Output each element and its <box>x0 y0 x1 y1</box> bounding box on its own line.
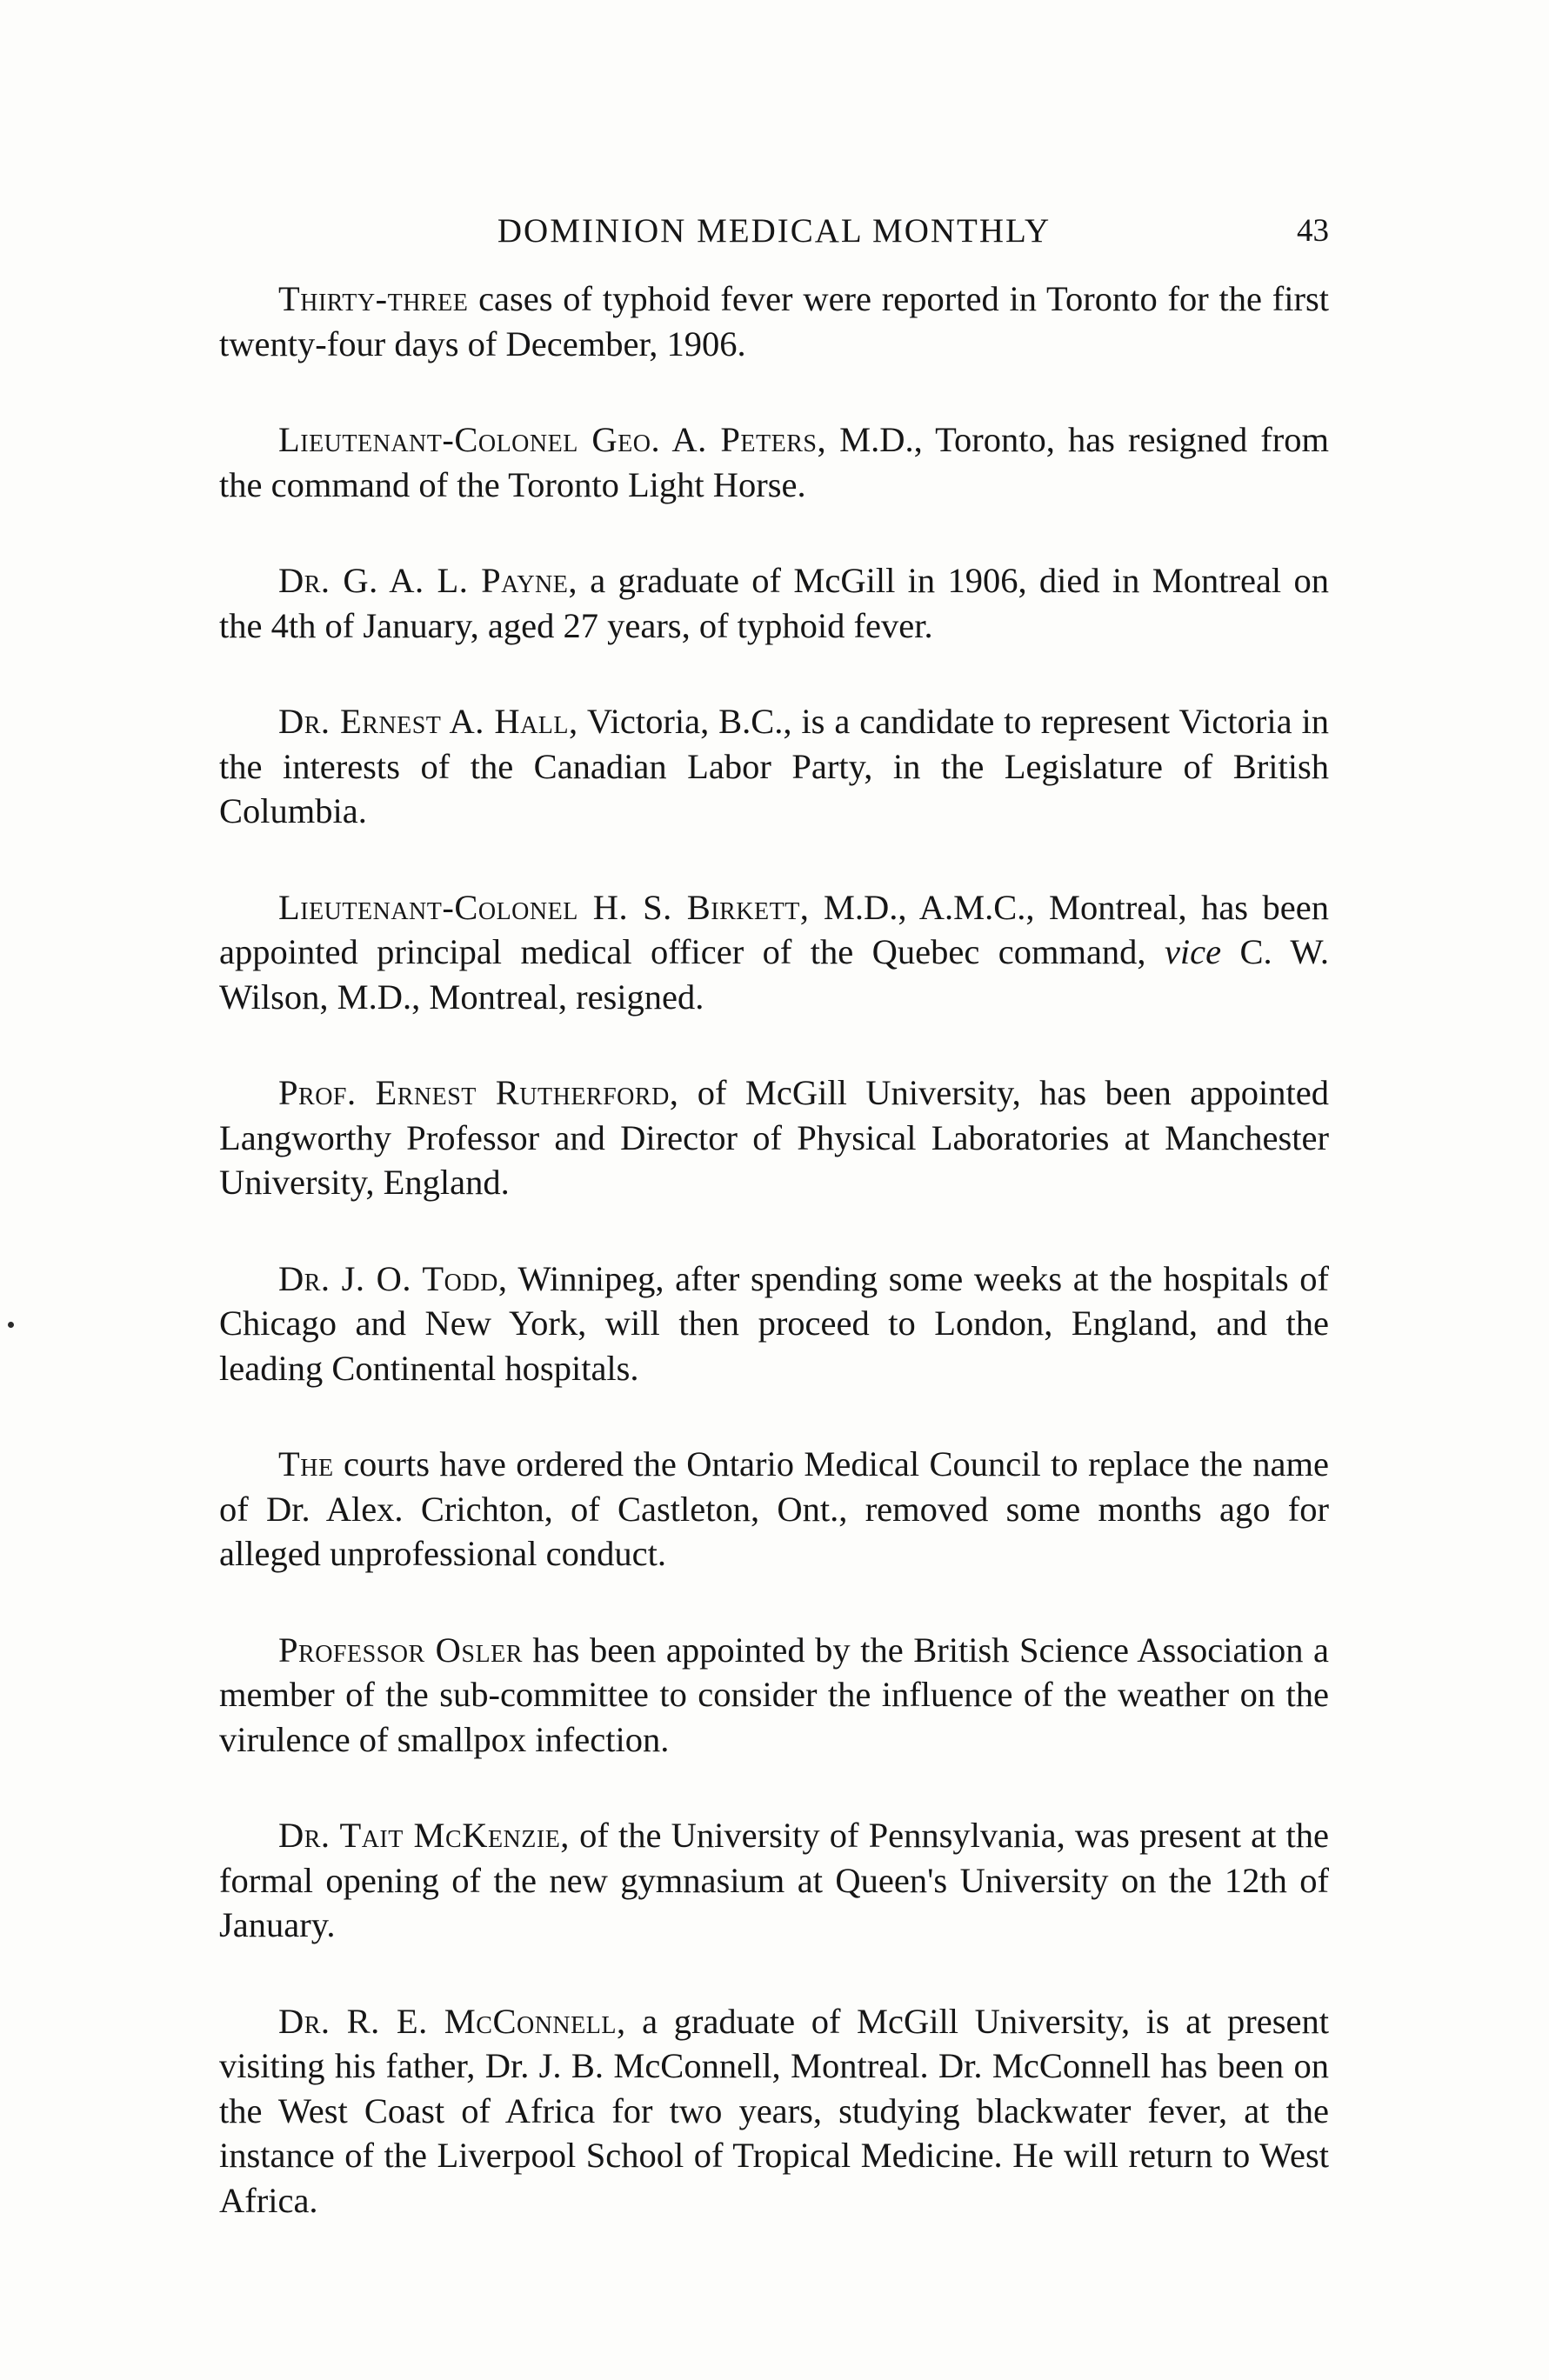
item-italic: vice <box>1164 932 1222 971</box>
item-text: cases of typhoid fever were reported in Toronto for the first twenty-four days of December, 1906. <box>219 279 1329 363</box>
page-number: 43 <box>1297 213 1329 249</box>
news-item-rutherford <box>219 1070 1329 1205</box>
item-text: M.D., A.M.C., Montreal, has been appointed principal medical officer of the Quebec command, <box>219 887 1329 971</box>
news-item-hall <box>219 699 1329 834</box>
news-item-osler <box>219 1628 1329 1763</box>
item-lead: Dr. Ernest A. Hall, <box>278 702 578 741</box>
news-item-birkett <box>219 885 1329 1020</box>
item-text: Victoria, B.C., is a candidate to represent Victoria in the interests of the Canadian Labor Party, in the Legislature of British Columbia. <box>219 702 1329 830</box>
item-text-continued: C. W. Wilson, M.D., Montreal, resigned. <box>219 932 1329 1017</box>
item-lead: Lieutenant-Colonel H. S. Birkett, <box>278 887 810 927</box>
scan-speck <box>8 1322 14 1328</box>
news-item-typhoid-toronto <box>219 277 1329 366</box>
item-lead: Professor Osler <box>278 1630 523 1670</box>
item-lead: Prof. Ernest Rutherford, <box>278 1073 679 1112</box>
news-item-crichton <box>219 1442 1329 1577</box>
item-lead: The <box>278 1444 334 1483</box>
news-item-mckenzie <box>219 1813 1329 1948</box>
news-item-mcconnell <box>219 1999 1329 2223</box>
item-text: courts have ordered the Ontario Medical Council to replace the name of Dr. Alex. Crichton, of Castleton, Ont., removed some months ago for alleged unprofessional conduct. <box>219 1444 1329 1573</box>
item-lead: Dr. R. E. McConnell, <box>278 2001 626 2041</box>
item-text: has been appointed by the British Science Association a member of the sub-committee to consider the influence of the weather on the virulence of smallpox infection. <box>219 1630 1330 1759</box>
item-text: of McGill University, has been appointed Langworthy Professor and Director of Physical Laboratories at Manchester University, England. <box>219 1073 1329 1202</box>
item-lead: Thirty-three <box>278 279 469 318</box>
item-text: M.D., Toronto, has resigned from the command of the Toronto Light Horse. <box>219 420 1329 504</box>
item-text: of the University of Pennsylvania, was present at the formal opening of the new gymnasium at Queen's University on the 12th of January. <box>219 1816 1329 1944</box>
item-text: a graduate of McGill in 1906, died in Montreal on the 4th of January, aged 27 years, of typhoid fever. <box>219 561 1329 645</box>
news-item-todd <box>219 1257 1329 1391</box>
news-item-payne <box>219 558 1329 648</box>
item-lead: Lieutenant-Colonel Geo. A. Peters, <box>278 420 827 459</box>
journal-title: DOMINION MEDICAL MONTHLY <box>497 212 1052 250</box>
item-lead: Dr. Tait McKenzie, <box>278 1816 570 1855</box>
news-item-peters <box>219 417 1329 507</box>
news-items <box>219 277 1329 2274</box>
item-text: Winnipeg, after spending some weeks at the hospitals of Chicago and New York, will then proceed to London, England, and the leading Continental hospitals. <box>219 1258 1330 1388</box>
item-lead: Dr. G. A. L. Payne, <box>278 561 578 600</box>
item-lead: Dr. J. O. Todd, <box>278 1258 508 1298</box>
running-head <box>219 205 1329 257</box>
item-text: a graduate of McGill University, is at present visiting his father, Dr. J. B. McConnell, Montreal. Dr. McConnell has been on the West Coast of Africa for two years, studying blackwater fever, at the instance of the Liverpool School of Tropical Medicine. He will return to West Africa. <box>219 2001 1329 2220</box>
